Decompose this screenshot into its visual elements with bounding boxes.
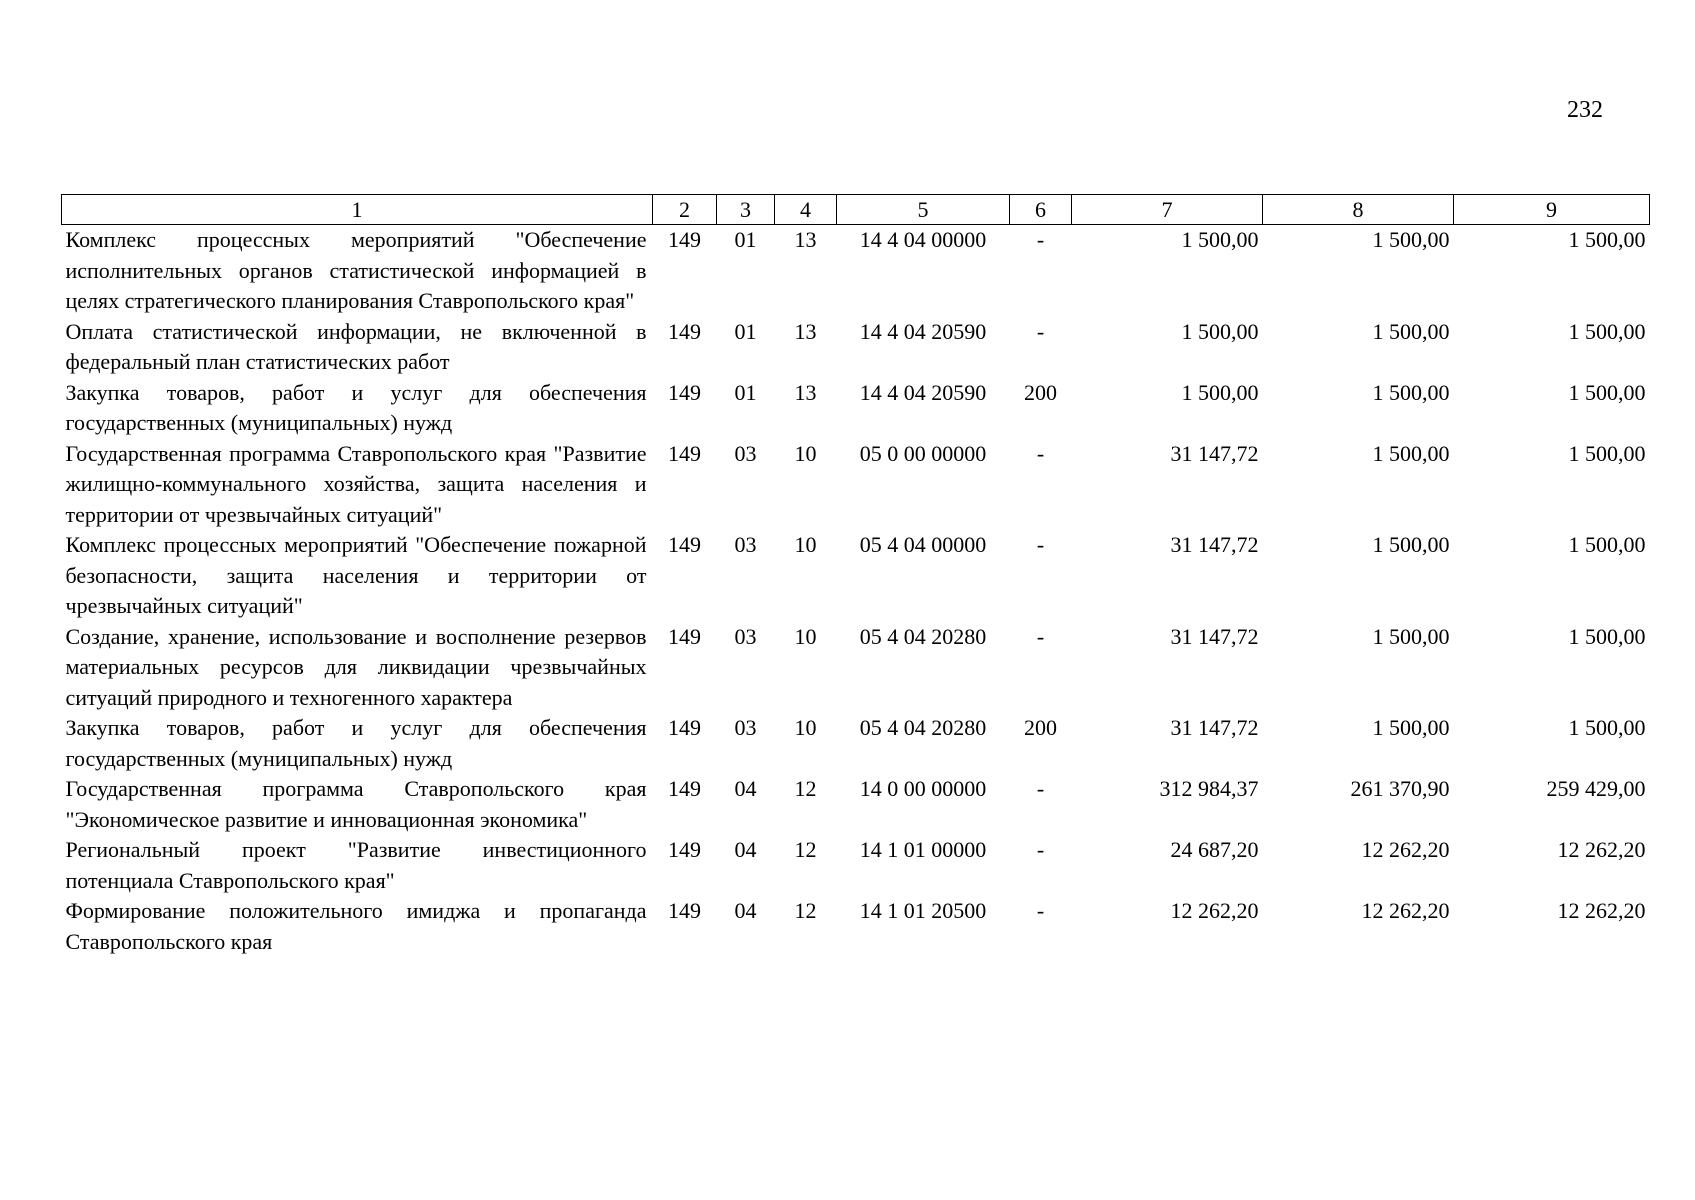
cell-c4: 10	[794, 532, 817, 557]
row-name: Комплекс процессных мероприятий "Обеспечение исполнительных органов статистической информацией в целях стратегического планирования Ставропольского края"	[65, 227, 647, 313]
cell-c3: 03	[734, 440, 757, 466]
cell-c9: 1 500,00	[1568, 715, 1646, 740]
cell-c4: 12	[794, 776, 817, 801]
table-header	[62, 195, 1650, 225]
cell-c6: 200	[1024, 715, 1057, 740]
cell-c7: 31 147,72	[1170, 715, 1259, 740]
table-row	[62, 896, 1650, 957]
table-row	[62, 835, 1650, 896]
cell-c2: 149	[668, 318, 701, 344]
cell-c5: 05 4 04 20280	[859, 715, 987, 740]
cell-c2: 149	[668, 623, 701, 649]
cell-c6: -	[1036, 440, 1045, 466]
cell-c7: 1 500,00	[1181, 318, 1259, 344]
cell-c5: 05 4 04 20280	[859, 623, 987, 649]
cell-c4: 10	[794, 623, 817, 649]
cell-c7: 24 687,20	[1170, 837, 1259, 862]
cell-c4: 10	[794, 440, 817, 466]
row-name: Государственная программа Ставропольского края "Развитие жилищно-коммунального хозяйства, защита населения и территории от чрезвычайных ситуаций"	[65, 440, 647, 527]
cell-c4: 12	[794, 837, 817, 862]
table-body	[62, 225, 1650, 958]
table-row	[62, 774, 1650, 835]
row-name: Государственная программа Ставропольского края "Экономическое развитие и инновационная экономика"	[65, 776, 647, 832]
cell-c3: 03	[734, 715, 757, 740]
column-header: 4	[775, 195, 837, 225]
cell-c6: -	[1036, 837, 1045, 862]
cell-c9: 1 500,00	[1568, 623, 1646, 649]
cell-c3: 01	[734, 379, 757, 405]
cell-c5: 14 4 04 20590	[859, 318, 987, 344]
row-name: Закупка товаров, работ и услуг для обеспечения государственных (муниципальных) нужд	[65, 715, 647, 771]
cell-c7: 312 984,37	[1159, 776, 1259, 801]
column-header: 2	[653, 195, 717, 225]
cell-c3: 01	[734, 227, 757, 252]
cell-c9: 1 500,00	[1568, 318, 1646, 344]
cell-c2: 149	[668, 227, 701, 252]
cell-c6: -	[1036, 898, 1045, 923]
cell-c2: 149	[668, 898, 701, 923]
cell-c7: 1 500,00	[1181, 227, 1259, 252]
budget-table	[61, 194, 1650, 957]
table-row	[62, 317, 1650, 378]
column-header: 8	[1263, 195, 1454, 225]
cell-c3: 04	[734, 898, 757, 923]
cell-c6: 200	[1024, 379, 1057, 405]
row-name: Региональный проект "Развитие инвестиционного потенциала Ставропольского края"	[65, 837, 647, 893]
cell-c2: 149	[668, 379, 701, 405]
cell-c2: 149	[668, 837, 701, 862]
cell-c2: 149	[668, 532, 701, 557]
cell-c5: 05 4 04 00000	[859, 532, 987, 557]
column-header: 9	[1454, 195, 1650, 225]
cell-c4: 13	[794, 227, 817, 252]
table-row	[62, 622, 1650, 714]
cell-c3: 01	[734, 318, 757, 344]
cell-c8: 1 500,00	[1372, 532, 1450, 557]
cell-c4: 12	[794, 898, 817, 923]
cell-c9: 1 500,00	[1568, 532, 1646, 557]
cell-c3: 03	[734, 532, 757, 557]
table-row	[62, 378, 1650, 439]
cell-c5: 14 1 01 00000	[859, 837, 987, 862]
cell-c3: 04	[734, 776, 757, 801]
cell-c5: 05 0 00 00000	[859, 440, 987, 466]
cell-c5: 14 4 04 00000	[859, 227, 987, 252]
cell-c5: 14 1 01 20500	[859, 898, 987, 923]
cell-c8: 1 500,00	[1372, 623, 1450, 649]
cell-c8: 12 262,20	[1361, 837, 1450, 862]
cell-c4: 13	[794, 318, 817, 344]
cell-c8: 1 500,00	[1372, 379, 1450, 405]
cell-c8: 1 500,00	[1372, 715, 1450, 740]
cell-c7: 12 262,20	[1170, 898, 1259, 923]
cell-c8: 261 370,90	[1350, 776, 1450, 801]
cell-c8: 1 500,00	[1372, 440, 1450, 466]
cell-c2: 149	[668, 440, 701, 466]
row-name: Комплекс процессных мероприятий "Обеспечение пожарной безопасности, защита населения и территории от чрезвычайных ситуаций"	[65, 532, 647, 618]
cell-c6: -	[1036, 776, 1045, 801]
cell-c2: 149	[668, 776, 701, 801]
cell-c3: 04	[734, 837, 757, 862]
column-header: 1	[62, 195, 653, 225]
cell-c6: -	[1036, 623, 1045, 649]
cell-c8: 1 500,00	[1372, 318, 1450, 344]
cell-c6: -	[1036, 532, 1045, 557]
row-name: Оплата статистической информации, не включенной в федеральный план статистических работ	[65, 318, 647, 374]
cell-c5: 14 0 00 00000	[859, 776, 987, 801]
cell-c8: 12 262,20	[1361, 898, 1450, 923]
row-name: Создание, хранение, использование и восполнение резервов материальных ресурсов для ликвидации чрезвычайных ситуаций природного и техногенного характера	[65, 623, 647, 710]
column-header: 6	[1010, 195, 1072, 225]
column-header: 7	[1072, 195, 1263, 225]
cell-c9: 1 500,00	[1568, 227, 1646, 252]
cell-c7: 31 147,72	[1170, 440, 1259, 466]
column-header: 5	[837, 195, 1010, 225]
cell-c4: 13	[794, 379, 817, 405]
cell-c4: 10	[794, 715, 817, 740]
cell-c9: 1 500,00	[1568, 379, 1646, 405]
table-row	[62, 225, 1650, 317]
cell-c7: 31 147,72	[1170, 623, 1259, 649]
table-row	[62, 713, 1650, 774]
table-row	[62, 530, 1650, 622]
cell-c9: 12 262,20	[1557, 837, 1646, 862]
cell-c2: 149	[668, 715, 701, 740]
cell-c8: 1 500,00	[1372, 227, 1450, 252]
page-number: 232	[1567, 97, 1603, 123]
cell-c9: 259 429,00	[1546, 776, 1646, 801]
cell-c3: 03	[734, 623, 757, 649]
row-name: Формирование положительного имиджа и пропаганда Ставропольского края	[65, 898, 647, 954]
cell-c9: 12 262,20	[1557, 898, 1646, 923]
row-name: Закупка товаров, работ и услуг для обеспечения государственных (муниципальных) нужд	[65, 379, 647, 435]
column-header: 3	[717, 195, 775, 225]
cell-c7: 1 500,00	[1181, 379, 1259, 405]
cell-c7: 31 147,72	[1170, 532, 1259, 557]
cell-c6: -	[1036, 227, 1045, 252]
cell-c9: 1 500,00	[1568, 440, 1646, 466]
cell-c5: 14 4 04 20590	[859, 379, 987, 405]
table-row	[62, 439, 1650, 531]
cell-c6: -	[1036, 318, 1045, 344]
